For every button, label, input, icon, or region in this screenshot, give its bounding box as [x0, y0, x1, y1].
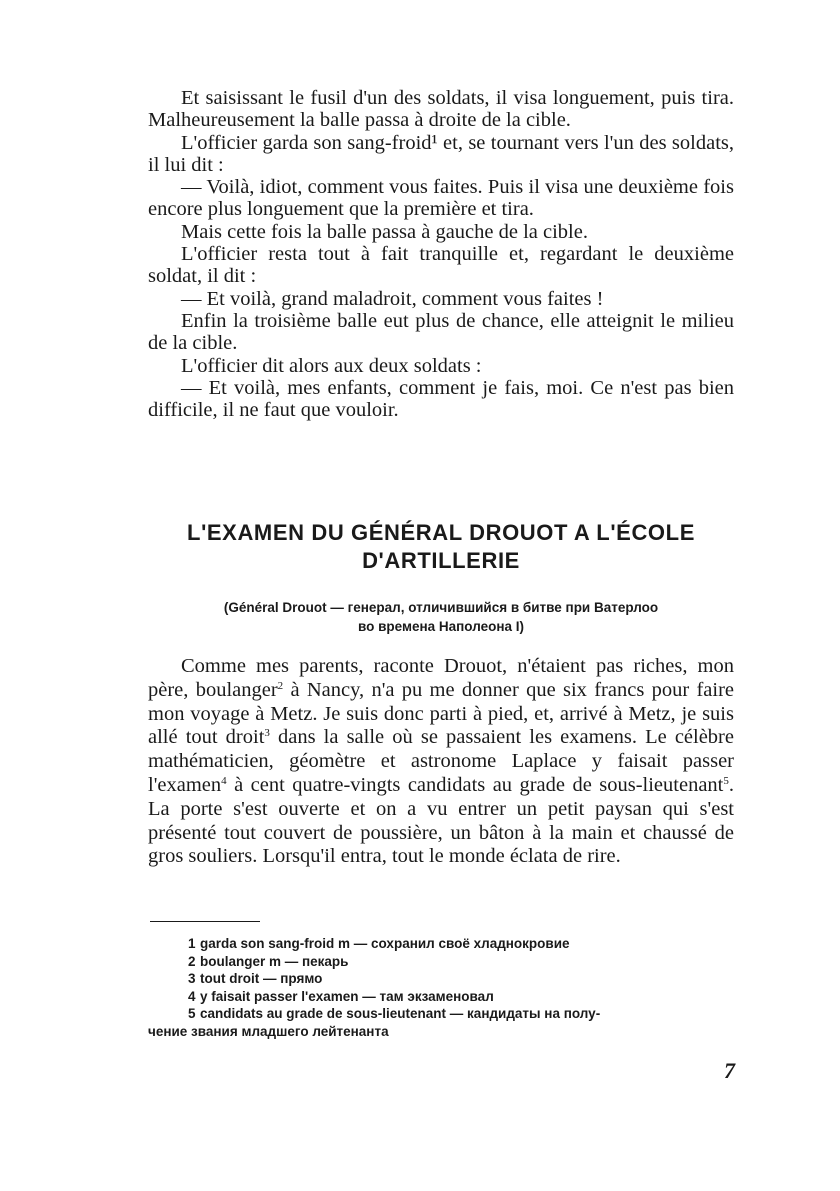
footnote — [148, 970, 738, 988]
footnote-number: 5 — [188, 1006, 196, 1021]
section-body — [148, 655, 734, 869]
section-note — [148, 598, 734, 636]
body-text: . La porte s'est ouverte et on a vu entrer un petit paysan qui s'est présenté tout couvert de poussière, un bâton à la main et chaussé de gros souliers. Lorsqu'il entra, tout le monde éclata de rire. — [148, 773, 734, 868]
body-text: Comme mes parents, raconte Drouot, n'étaient pas riches, mon père, boulanger — [148, 655, 734, 701]
story-paragraph: — Voilà, idiot, comment vous faites. Puis il visa une deuxième fois encore plus longuement que la première et tira. — [148, 176, 734, 221]
footnote — [148, 935, 738, 953]
footnote-text: y faisait passer l'examen — там экзаменовал — [200, 988, 494, 1004]
section-paragraph — [148, 655, 734, 869]
section-note-line-2: во времена Наполеона I) — [357, 619, 525, 634]
footnote-ref: 2 — [277, 679, 284, 692]
footnote-number: 4 — [188, 988, 196, 1004]
body-text: à Nancy, n'a pu me donner que six francs pour faire mon voyage à Metz. Je suis donc parti à pied, et, arrivé à Metz, je suis allé tout droit — [148, 678, 734, 749]
footnote-number: 3 — [188, 971, 196, 986]
footnote — [148, 953, 738, 971]
footnote — [148, 988, 738, 1006]
footnote-divider — [150, 921, 260, 922]
story-paragraph: Mais cette fois la balle passa à gauche de la cible. — [181, 220, 588, 243]
page-number: 7 — [724, 1058, 735, 1083]
story-paragraph: — Et voilà, grand maladroit, comment vous faites ! — [181, 287, 604, 310]
body-text: dans la salle où se passaient les examens. Le célèbre mathématicien, géomètre et astronome Laplace y faisait passer l'examen — [148, 726, 734, 796]
footnote-text: tout droit — прямо — [200, 971, 323, 986]
story-paragraph: — Et voilà, mes enfants, comment je fais, moi. Ce n'est pas bien difficile, il ne faut que vouloir. — [148, 376, 734, 422]
story-paragraph: Enfin la troisième balle eut plus de chance, elle atteignit le milieu de la cible. — [148, 309, 734, 355]
section-title-line-2: D'ARTILLERIE — [362, 548, 520, 573]
footnote-text: candidats au grade de sous-lieutenant — кандидаты на полу- — [200, 1006, 601, 1021]
footnote-continuation: чение звания младшего лейтенанта — [148, 1023, 389, 1039]
story-paragraph: L'officier resta tout à fait tranquille et, regardant le deuxième soldat, il dit : — [148, 243, 734, 288]
body-text: à cent quatre-vingts candidats au grade de sous-lieutenant — [226, 773, 724, 796]
footnotes — [148, 935, 738, 1040]
story-paragraph: L'officier garda son sang-froid¹ et, se tournant vers l'un des soldats, il lui dit : — [148, 131, 734, 176]
footnote-text: boulanger m — пекарь — [200, 953, 349, 969]
footnote — [148, 1005, 738, 1023]
footnote-ref: 3 — [264, 727, 270, 740]
footnote-number: 1 — [188, 936, 196, 951]
story-paragraph: L'officier dit alors aux deux soldats : — [181, 354, 482, 377]
section-title-line-1: L'EXAMEN DU GÉNÉRAL DROUOT A L'ÉCOLE — [187, 520, 695, 545]
section-title — [148, 519, 734, 575]
footnote-ref: 5 — [723, 774, 729, 787]
footnote-ref: 4 — [221, 774, 227, 787]
story-text — [148, 87, 734, 421]
section-note-line-1: (Général Drouot — генерал, отличившийся в битве при Ватерлоо — [223, 600, 659, 615]
footnote-text: garda son sang-froid m — сохранил своё хладнокровие — [200, 936, 570, 951]
story-paragraph: Et saisissant le fusil d'un des soldats, il visa longuement, puis tira. Malheureusement la balle passa à droite de la cible. — [148, 87, 734, 132]
footnote-number: 2 — [188, 953, 196, 969]
